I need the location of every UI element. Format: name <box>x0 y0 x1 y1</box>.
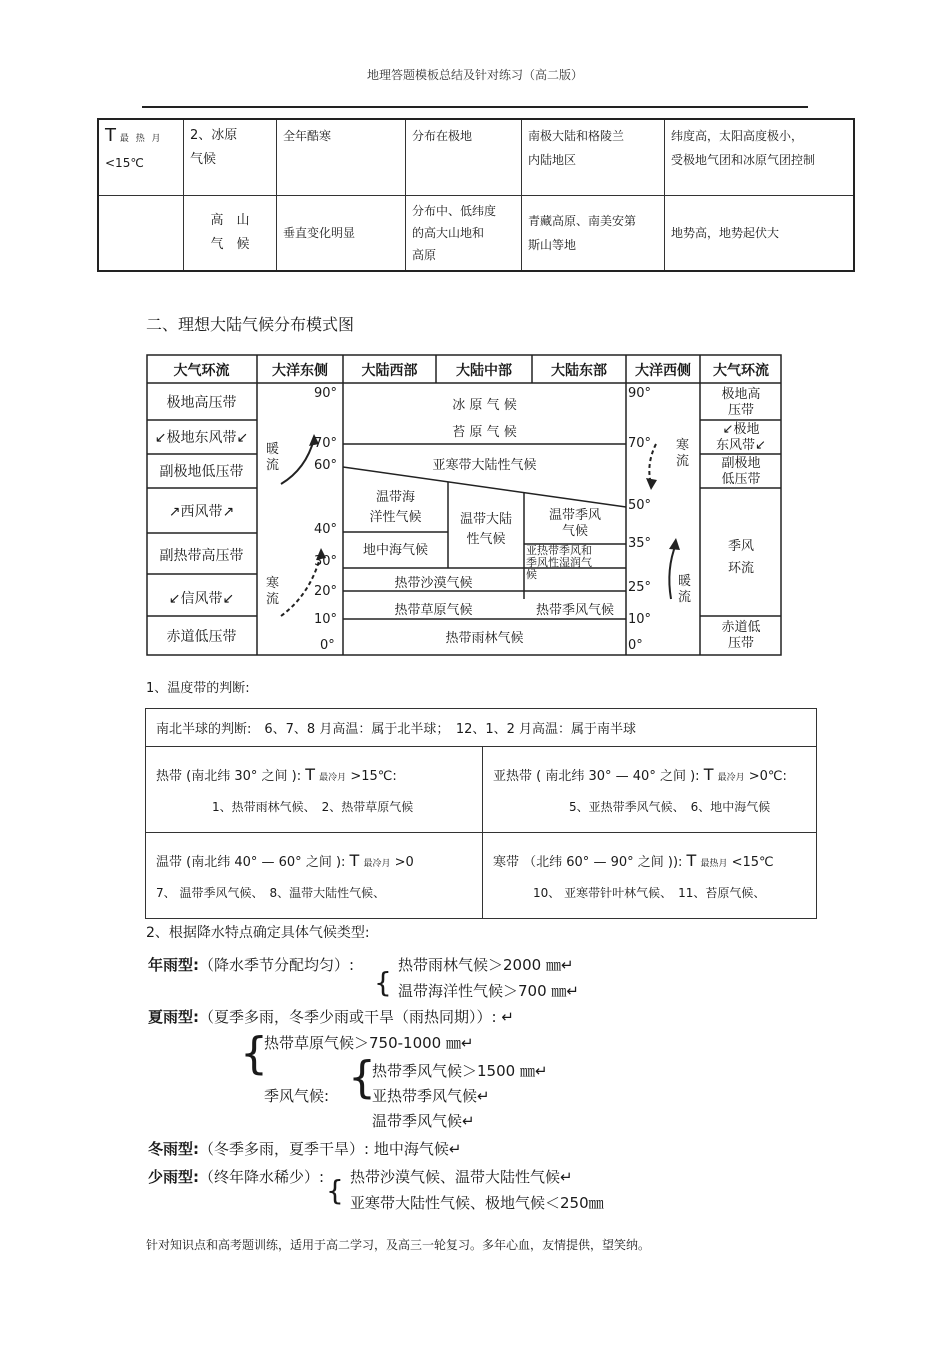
brace-summer: { <box>240 1028 268 1079</box>
hdr-continent-east: 大陆东部 <box>551 363 607 379</box>
belt-subpolar-low: 副极地低压带 <box>159 464 244 480</box>
summer-b1: 热带季风气候＞1500 ㎜↵ <box>372 1062 548 1080</box>
temperate-items: 7、 温带季风气候、 8、温带大陆性气候、 <box>156 885 386 900</box>
belt-trade-wind: ↙信风带↙ <box>168 591 235 607</box>
climate-mediterranean: 地中海气候 <box>362 543 428 558</box>
row1-name: 2、冰原 气候 <box>184 119 277 195</box>
summer-b-label: 季风气候: <box>264 1087 330 1105</box>
climate-distribution-diagram <box>146 354 782 656</box>
temp-val: <15℃ <box>105 156 144 170</box>
current-warm-left: 暖 流 <box>266 442 280 473</box>
subtropical-cond: >0℃: <box>748 768 787 784</box>
brace-dry: { <box>326 1174 344 1207</box>
temperate-cond: >0 <box>394 854 414 870</box>
lat-right-35: 35° <box>628 536 652 551</box>
temp-cell <box>98 119 184 195</box>
rbelt-equatorial-low: 赤道低 压带 <box>721 620 761 651</box>
lat-right-0: 0° <box>628 638 643 653</box>
section2-title: 二、理想大陆气候分布模式图 <box>146 315 355 334</box>
row2-name: 高 山 气 候 <box>184 195 277 271</box>
hdr-continent-west: 大陆西部 <box>361 363 418 379</box>
lat-left-0: 0° <box>320 638 335 653</box>
summer-b3: 温带季风气候↵ <box>372 1112 475 1130</box>
subtropical-items: 5、亚热带季风气候、 6、地中海气候 <box>569 799 771 814</box>
hdr-circulation-left: 大气环流 <box>173 363 230 379</box>
dry-a: 热带沙漠气候、温带大陆性气候↵ <box>350 1168 573 1186</box>
rbelt-polar-easterly: ↙极地 东风带↙ <box>716 422 766 453</box>
subtropical-T: T <box>703 764 714 784</box>
climate-tropical-monsoon: 热带季风气候 <box>535 603 614 618</box>
year-a: 热带雨林气候＞2000 ㎜↵ <box>398 956 574 974</box>
year-note: （降水季节分配均匀）: <box>199 956 355 974</box>
tropical-T: T <box>305 764 316 784</box>
lat-left-90: 90° <box>314 386 338 401</box>
rain-type-label: 2、根据降水特点确定具体气候类型: <box>146 925 370 941</box>
climate-subtropical-monsoon: 亚热带季风和 季风性湿润气 候 <box>526 544 592 581</box>
lat-left-10: 10° <box>314 612 338 627</box>
empty-cell <box>98 195 184 271</box>
row2-cause: 地势高，地势起伏大 <box>665 195 855 271</box>
belt-westerly: ↗西风带↗ <box>168 504 235 520</box>
belt-polar-easterly: ↙极地东风带↙ <box>154 430 249 446</box>
tropical-cell <box>146 747 483 833</box>
tropical-sub: 最冷月 <box>319 772 347 783</box>
hemisphere-rule: 南北半球的判断: 6、7、8 月高温：属于北半球； 12、1、2 月高温：属于南半球 <box>146 709 817 747</box>
dry-type: 少雨型: <box>148 1168 199 1186</box>
dry-note: （终年降水稀少）: <box>199 1168 325 1186</box>
current-warm-right: 暖 流 <box>678 574 692 605</box>
row1-distribution: 分布在极地 <box>406 119 522 195</box>
tropical-cond: >15℃: <box>350 768 397 784</box>
tropical-items: 1、热带雨林气候、 2、热带草原气候 <box>212 799 414 814</box>
cold-cell <box>483 833 817 919</box>
lat-right-70: 70° <box>628 436 652 451</box>
row1-feature: 全年酷寒 <box>277 119 406 195</box>
cold-items: 10、 亚寒带针叶林气候、 11、苔原气候、 <box>533 885 766 900</box>
summer-b2: 亚热带季风气候↵ <box>372 1087 490 1105</box>
climate-tropical-savanna: 热带草原气候 <box>394 603 473 618</box>
lat-left-70: 70° <box>314 436 338 451</box>
cold-cond: <15℃ <box>731 854 774 870</box>
winter-note: （冬季多雨，夏季干旱）: 地中海气候↵ <box>199 1140 462 1158</box>
climate-table-top <box>97 118 855 272</box>
lat-right-50: 50° <box>628 498 652 513</box>
subtropical-sub: 最冷月 <box>717 772 745 783</box>
temp-T: T <box>105 125 116 146</box>
temperate-title: 温带 (南北纬 40° — 60° 之间 ): <box>156 854 346 870</box>
tropical-title: 热带 (南北纬 30° 之间 ): <box>156 768 302 784</box>
lat-left-20: 20° <box>314 584 338 599</box>
current-cold-left: 寒 流 <box>266 576 280 607</box>
row1-cause: 纬度高，太阳高度极小， 受极地气团和冰原气团控制 <box>665 119 855 195</box>
rbelt-monsoon: 季风 环流 <box>727 539 754 576</box>
belt-equatorial-low: 赤道低压带 <box>166 629 237 645</box>
summer-note: （夏季多雨，冬季少雨或干旱（雨热同期））: ↵ <box>199 1008 514 1026</box>
hdr-ocean-west: 大洋西侧 <box>635 363 691 379</box>
lat-left-40: 40° <box>314 522 338 537</box>
temp-sub: 最 热 月 <box>119 134 163 144</box>
lat-right-90: 90° <box>628 386 652 401</box>
brace-monsoon: { <box>348 1052 376 1103</box>
belt-subtropical-high: 副热带高压带 <box>159 548 244 564</box>
hdr-circulation-right: 大气环流 <box>713 363 769 379</box>
year-type: 年雨型: <box>148 956 199 974</box>
lat-right-25: 25° <box>628 580 652 595</box>
temperate-cell <box>146 833 483 919</box>
lat-left-60: 60° <box>314 458 338 473</box>
cold-sub: 最热月 <box>700 858 728 869</box>
climate-subarctic: 亚寒带大陆性气候 <box>432 458 537 473</box>
cold-title: 寒带 （北纬 60° — 90° 之间 )): <box>493 854 683 870</box>
lat-right-10: 10° <box>628 612 652 627</box>
page-footer: 针对知识点和高考题训练，适用于高二学习，及高三一轮复习。多年心血，友情提供，望笑纳。 <box>146 1238 651 1252</box>
page-header: 地理答题模板总结及针对练习（高二版） <box>366 68 583 82</box>
row2-region: 青藏高原、南美安第 斯山等地 <box>522 195 665 271</box>
row2-feature: 垂直变化明显 <box>277 195 406 271</box>
subtropical-cell <box>483 747 817 833</box>
brace-year: { <box>374 966 392 999</box>
subtropical-title: 亚热带 ( 南北纬 30° — 40° 之间 ): <box>493 768 700 784</box>
rbelt-subpolar-low: 副极地 低压带 <box>721 456 761 487</box>
temperature-zone-table <box>145 708 817 919</box>
rbelt-polar-high: 极地高 压带 <box>721 387 761 418</box>
rain-type-summary <box>148 948 628 1218</box>
hdr-ocean-east: 大洋东侧 <box>272 363 328 379</box>
temp-zone-label: 1、温度带的判断: <box>146 681 250 696</box>
lat-left-30: 30° <box>314 554 338 569</box>
climate-temperate-continental: 温带大陆 性气候 <box>459 512 512 547</box>
dry-b: 亚寒带大陆性气候、极地气候＜250㎜ <box>350 1194 604 1212</box>
climate-tropical-rainforest: 热带雨林气候 <box>445 631 524 646</box>
row1-region: 南极大陆和格陵兰 内陆地区 <box>522 119 665 195</box>
header-rule <box>142 106 808 108</box>
cold-T: T <box>686 850 697 870</box>
winter-type: 冬雨型: <box>148 1140 199 1158</box>
temperate-T: T <box>349 850 360 870</box>
year-b: 温带海洋性气候＞700 ㎜↵ <box>398 982 579 1000</box>
climate-temperate-maritime: 温带海 洋性气候 <box>369 490 422 525</box>
climate-temperate-monsoon: 温带季风 气候 <box>548 508 601 539</box>
climate-tropical-desert: 热带沙漠气候 <box>394 576 473 591</box>
temperate-sub: 最冷月 <box>363 858 391 869</box>
climate-ice-cap: 冰 原 气 候 <box>452 398 517 413</box>
hdr-continent-middle: 大陆中部 <box>456 363 512 379</box>
climate-tundra: 苔 原 气 候 <box>452 425 517 440</box>
row2-distribution: 分布中、低纬度 的高大山地和 高原 <box>406 195 522 271</box>
belt-polar-high: 极地高压带 <box>166 395 237 411</box>
summer-a: 热带草原气候＞750-1000 ㎜↵ <box>264 1034 474 1052</box>
current-cold-right: 寒 流 <box>676 438 690 469</box>
summer-type: 夏雨型: <box>148 1008 199 1026</box>
